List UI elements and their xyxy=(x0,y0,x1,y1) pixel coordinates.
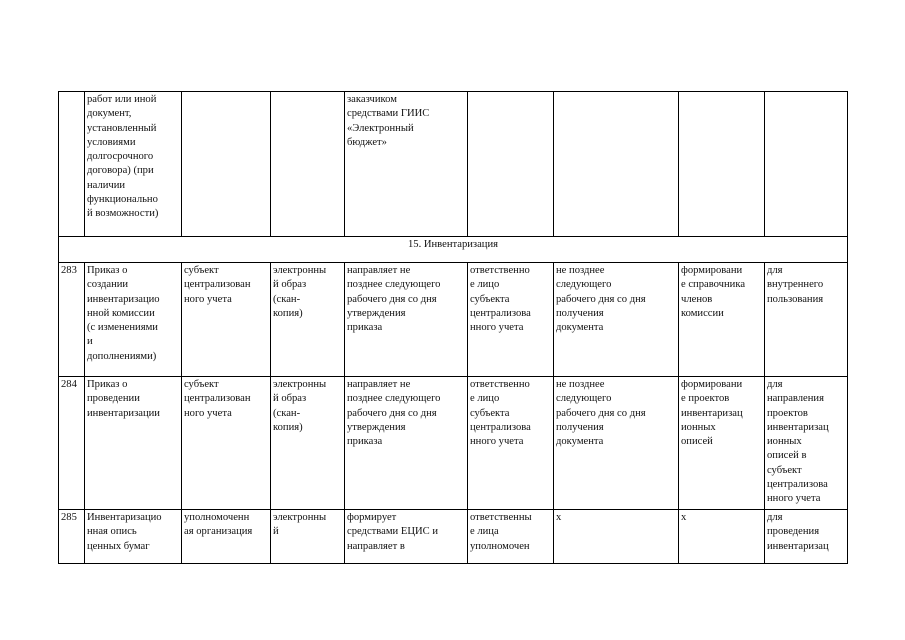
cell-procedure: направляет не позднее следующего рабочего дня со дня утверждения приказа xyxy=(345,377,468,510)
cell-document-name: работ или иной документ, установленный условиями долгосрочного договора) (при наличии функционально й возможности) xyxy=(85,92,182,237)
cell-num: 283 xyxy=(59,263,85,377)
cell-creator: субъект централизован ного учета xyxy=(182,377,271,510)
table-row-continuation xyxy=(59,92,848,237)
cell-creator: субъект централизован ного учета xyxy=(182,263,271,377)
cell-purpose xyxy=(765,92,848,237)
cell-num: 285 xyxy=(59,510,85,564)
cell-document-name: Инвентаризацио нная опись ценных бумаг xyxy=(85,510,182,564)
cell-form: электронны й образ (скан- копия) xyxy=(271,263,345,377)
table-row-283 xyxy=(59,263,848,377)
section-title: 15. Инвентаризация xyxy=(59,237,848,263)
cell-procedure: заказчиком средствами ГИИС «Электронный бюджет» xyxy=(345,92,468,237)
cell-purpose: для внутреннего пользования xyxy=(765,263,848,377)
cell-num xyxy=(59,92,85,237)
cell-deadline: не позднее следующего рабочего дня со дня получения документа xyxy=(554,263,679,377)
cell-procedure: направляет не позднее следующего рабочего дня со дня утверждения приказа xyxy=(345,263,468,377)
cell-form: электронны й образ (скан- копия) xyxy=(271,377,345,510)
cell-responsible: ответственно е лицо субъекта централизова нного учета xyxy=(468,377,554,510)
cell-document-name: Приказ о создании инвентаризацио нной комиссии (с изменениями и дополнениями) xyxy=(85,263,182,377)
cell-responsible: ответственны е лица уполномочен xyxy=(468,510,554,564)
register-table xyxy=(58,91,848,564)
cell-num: 284 xyxy=(59,377,85,510)
cell-purpose: для проведения инвентаризац xyxy=(765,510,848,564)
cell-form xyxy=(271,92,345,237)
section-row xyxy=(59,237,848,263)
cell-register: формировани е проектов инвентаризац ионных описей xyxy=(679,377,765,510)
cell-deadline: x xyxy=(554,510,679,564)
cell-procedure: формирует средствами ЕЦИС и направляет в xyxy=(345,510,468,564)
cell-responsible xyxy=(468,92,554,237)
cell-deadline: не позднее следующего рабочего дня со дня получения документа xyxy=(554,377,679,510)
cell-creator xyxy=(182,92,271,237)
cell-form: электронны й xyxy=(271,510,345,564)
cell-register: формировани е справочника членов комиссии xyxy=(679,263,765,377)
table-row-284 xyxy=(59,377,848,510)
cell-creator: уполномоченн ая организация xyxy=(182,510,271,564)
cell-register: x xyxy=(679,510,765,564)
table-row-285 xyxy=(59,510,848,564)
cell-register xyxy=(679,92,765,237)
cell-deadline xyxy=(554,92,679,237)
cell-purpose: для направления проектов инвентаризац ионных описей в субъект централизова нного учета xyxy=(765,377,848,510)
cell-responsible: ответственно е лицо субъекта централизова нного учета xyxy=(468,263,554,377)
cell-document-name: Приказ о проведении инвентаризации xyxy=(85,377,182,510)
